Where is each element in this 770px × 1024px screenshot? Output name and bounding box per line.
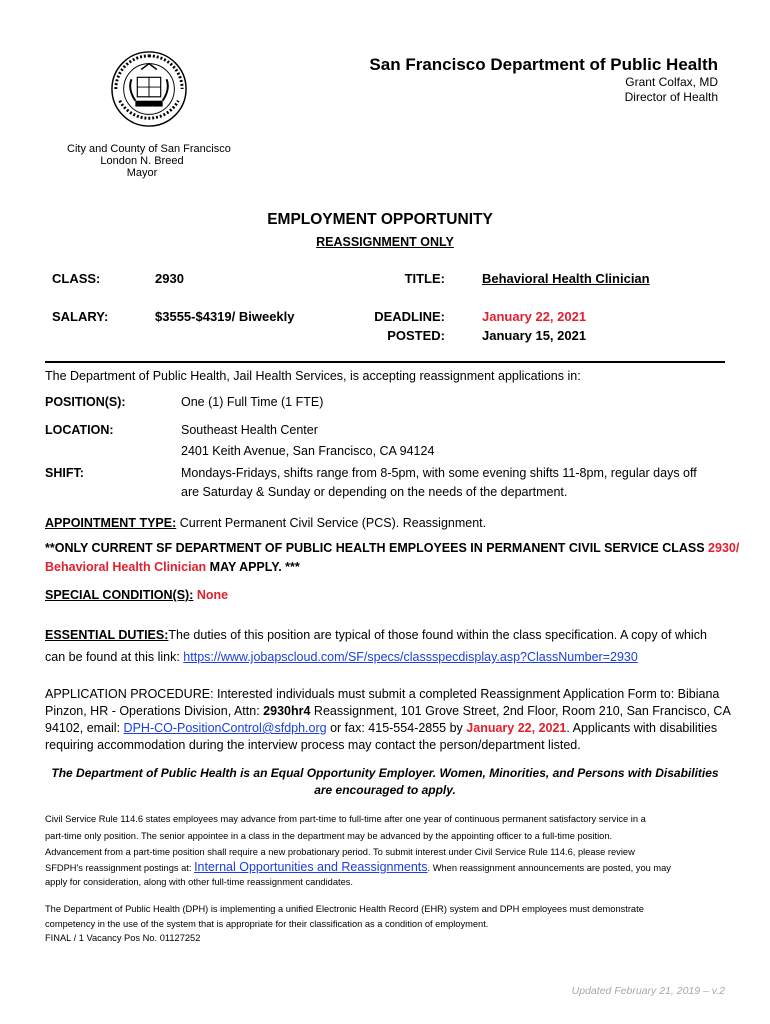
special-conditions — [45, 588, 228, 602]
internal-opportunities-link[interactable]: Internal Opportunities and Reassignments — [194, 860, 428, 874]
application-line1: APPLICATION PROCEDURE: Interested individuals must submit a completed Reassignment Application Form to: Bibiana — [45, 687, 720, 701]
rule-line1: Civil Service Rule 114.6 states employees may advance from part-time to full-time after one year of continuous permanent satisfactory service in a — [45, 814, 646, 824]
application-address: Reassignment, 101 Grove Street, 2nd Floor, Room 210, San Francisco, CA — [313, 704, 731, 718]
shift-line2: are Saturday & Sunday or depending on the needs of the department. — [181, 485, 568, 499]
rule-line4 — [45, 860, 671, 874]
application-fax: or fax: 415-554-2855 by — [330, 721, 463, 735]
posted-value: January 15, 2021 — [482, 328, 587, 343]
director-name: Grant Colfax, MD — [625, 75, 718, 89]
appointment-line — [45, 516, 486, 530]
updated-footer: Updated February 21, 2019 – v.2 — [571, 985, 725, 997]
application-disabilities: . Applicants with disabilities — [566, 721, 718, 735]
eligibility-text: **ONLY CURRENT SF DEPARTMENT OF PUBLIC HEALTH EMPLOYEES IN PERMANENT CIVIL SERVICE CLASS — [45, 541, 705, 555]
rule-line2: part-time only position. The senior appointee in a class in the department may be advanced by the appointing officer to a full-time position. — [45, 831, 613, 841]
positions-value: One (1) Full Time (1 FTE) — [181, 395, 324, 409]
duties-line1 — [45, 628, 707, 642]
salary-label: SALARY: — [52, 309, 109, 324]
title-value: Behavioral Health Clinician — [482, 271, 650, 286]
eligibility-line1 — [45, 541, 739, 555]
duties-line2 — [45, 650, 638, 664]
location-label: LOCATION: — [45, 423, 114, 437]
mayor-name: London N. Breed — [100, 155, 184, 167]
application-text: Pinzon, HR - Operations Division, Attn: — [45, 704, 260, 718]
special-label: SPECIAL CONDITION(S): — [45, 588, 194, 602]
salary-value: $3555-$4319/ Biweekly — [155, 309, 295, 324]
class-spec-link[interactable]: https://www.jobapscloud.com/SF/specs/classspecdisplay.asp?ClassNumber=2930 — [183, 650, 638, 664]
page-title: EMPLOYMENT OPPORTUNITY — [267, 211, 493, 228]
location-line2: 2401 Keith Avenue, San Francisco, CA 94124 — [181, 444, 435, 458]
eeo-line1: The Department of Public Health is an Equal Opportunity Employer. Women, Minorities, and Persons with Disabilities — [51, 766, 719, 780]
deadline-value: January 22, 2021 — [482, 309, 587, 324]
eligibility-line2 — [45, 560, 300, 574]
ehr-line2: competency in the use of the system that is appropriate for their classification as a condition of employment. — [45, 919, 489, 929]
org-name: San Francisco Department of Public Health — [369, 55, 718, 74]
title-label: TITLE: — [404, 271, 445, 286]
appointment-value: Current Permanent Civil Service (PCS). Reassignment. — [179, 516, 487, 530]
ehr-line1: The Department of Public Health (DPH) is implementing a unified Electronic Health Record (EHR) system and DPH employees must demonstrate — [45, 904, 644, 914]
shift-label: SHIFT: — [45, 466, 84, 480]
divider — [45, 361, 725, 363]
rule-postings-prefix: SFDPH's reassignment postings at: — [45, 863, 192, 873]
rule-postings-suffix: . When reassignment announcements are posted, you may — [427, 863, 671, 873]
mayor-title: Mayor — [126, 167, 158, 179]
deadline-label: DEADLINE: — [374, 309, 445, 324]
appointment-label: APPOINTMENT TYPE: — [45, 516, 177, 530]
posted-label: POSTED: — [387, 328, 445, 343]
special-value: None — [196, 588, 229, 602]
city-name: City and County of San Francisco — [67, 143, 231, 155]
class-label: CLASS: — [52, 271, 101, 286]
application-line4: requiring accommodation during the interview process may contact the person/department listed. — [45, 738, 581, 752]
application-code: 2930hr4 — [263, 704, 311, 718]
position-control-email-link[interactable]: DPH-CO-PositionControl@sfdph.org — [123, 721, 327, 735]
location-line1: Southeast Health Center — [181, 423, 318, 437]
application-line3 — [45, 721, 717, 735]
city-seal-logo — [110, 50, 188, 128]
application-line2 — [45, 704, 731, 718]
eeo-line2: are encouraged to apply. — [314, 783, 456, 797]
eligibility-class: 2930/ — [708, 541, 740, 555]
eligibility-suffix: MAY APPLY. *** — [209, 560, 300, 574]
page-subtitle: REASSIGNMENT ONLY — [316, 235, 454, 249]
duties-text: The duties of this position are typical of those found within the class specification. A copy of which — [168, 628, 707, 642]
director-title: Director of Health — [624, 90, 718, 104]
shift-line1: Mondays-Fridays, shifts range from 8-5pm, with some evening shifts 11-8pm, regular days off — [181, 466, 697, 480]
intro-text: The Department of Public Health, Jail Health Services, is accepting reassignment applications in: — [45, 369, 581, 383]
rule-line3: Advancement from a part-time position shall require a new probationary period. To submit interest under Civil Service Rule 114.6, please review — [45, 847, 635, 857]
duties-link-prefix: can be found at this link: — [45, 650, 180, 664]
application-deadline: January 22, 2021 — [466, 721, 567, 735]
application-email-prefix: 94102, email: — [45, 721, 121, 735]
class-value: 2930 — [155, 271, 184, 286]
ehr-line3: FINAL / 1 Vacancy Pos No. 01127252 — [45, 933, 201, 943]
positions-label: POSITION(S): — [45, 395, 126, 409]
duties-label: ESSENTIAL DUTIES: — [45, 628, 169, 642]
eligibility-title: Behavioral Health Clinician — [45, 560, 207, 574]
rule-line5: apply for consideration, along with other full-time reassignment candidates. — [45, 877, 353, 887]
